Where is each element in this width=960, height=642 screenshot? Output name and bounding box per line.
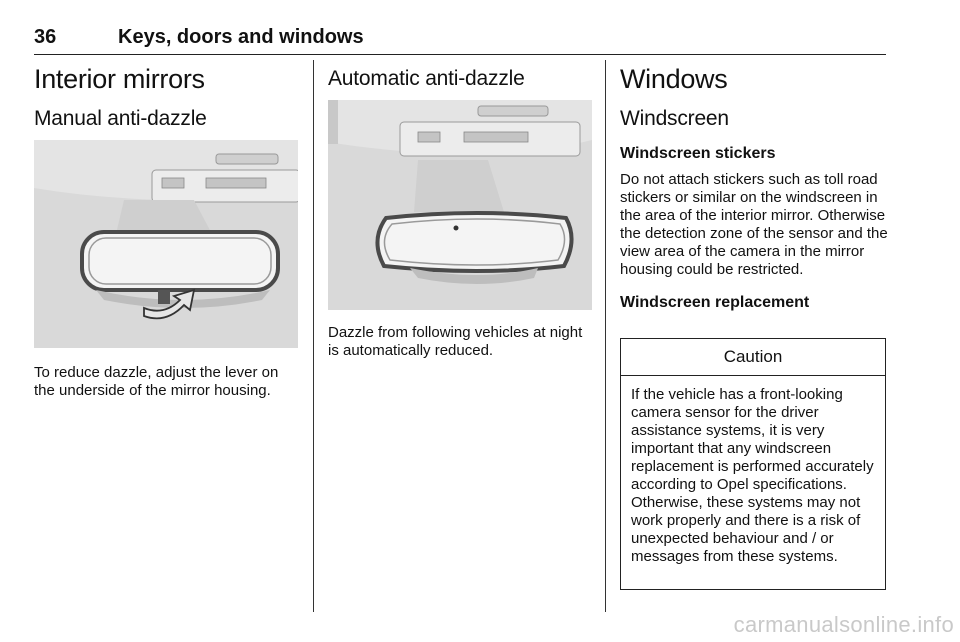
caution-text: If the vehicle has a front-looking camera sensor for the driver assistance systems, it is very important that any windscreen replacement is performed accurately according to Opel specifications. Otherwise, these systems may not work properly and there is a risk of unexpected behaviour and / or messages from these systems. [631, 386, 874, 565]
column-windows [620, 60, 888, 314]
section-heading-interior-mirrors: Interior mirrors [34, 64, 205, 94]
column-automatic-anti-dazzle [328, 60, 593, 94]
column-divider [605, 60, 606, 612]
column-interior-mirrors-text [34, 364, 299, 400]
windscreen-stickers-text: Do not attach stickers such as toll road stickers or similar on the windscreen in the area of the interior mirror. Otherwise the detection zone of the sensor and the view area of the camera in the mirror housing could be restricted. [620, 171, 888, 278]
column-interior-mirrors [34, 60, 299, 134]
page-number: 36 [34, 26, 57, 48]
subheading-manual-anti-dazzle: Manual anti-dazzle [34, 107, 207, 130]
section-heading-windows: Windows [620, 64, 728, 94]
caution-title: Caution [621, 339, 885, 376]
heading-windscreen-replacement: Windscreen replacement [620, 294, 810, 311]
heading-windscreen-stickers: Windscreen stickers [620, 145, 776, 162]
caution-box [620, 338, 886, 590]
manual-mirror-illustration [34, 140, 298, 348]
watermark: carmanualsonline.info [733, 612, 954, 637]
column-automatic-anti-dazzle-text [328, 324, 593, 360]
manual-anti-dazzle-text: To reduce dazzle, adjust the lever on the underside of the mirror housing. [34, 364, 279, 399]
chapter-title: Keys, doors and windows [118, 26, 364, 48]
automatic-mirror-illustration [328, 100, 592, 310]
automatic-anti-dazzle-text: Dazzle from following vehicles at night is automatically reduced. [328, 324, 583, 359]
column-divider [313, 60, 314, 612]
subheading-windscreen: Windscreen [620, 107, 729, 130]
page-header [34, 26, 886, 55]
subheading-automatic-anti-dazzle: Automatic anti-dazzle [328, 67, 525, 90]
